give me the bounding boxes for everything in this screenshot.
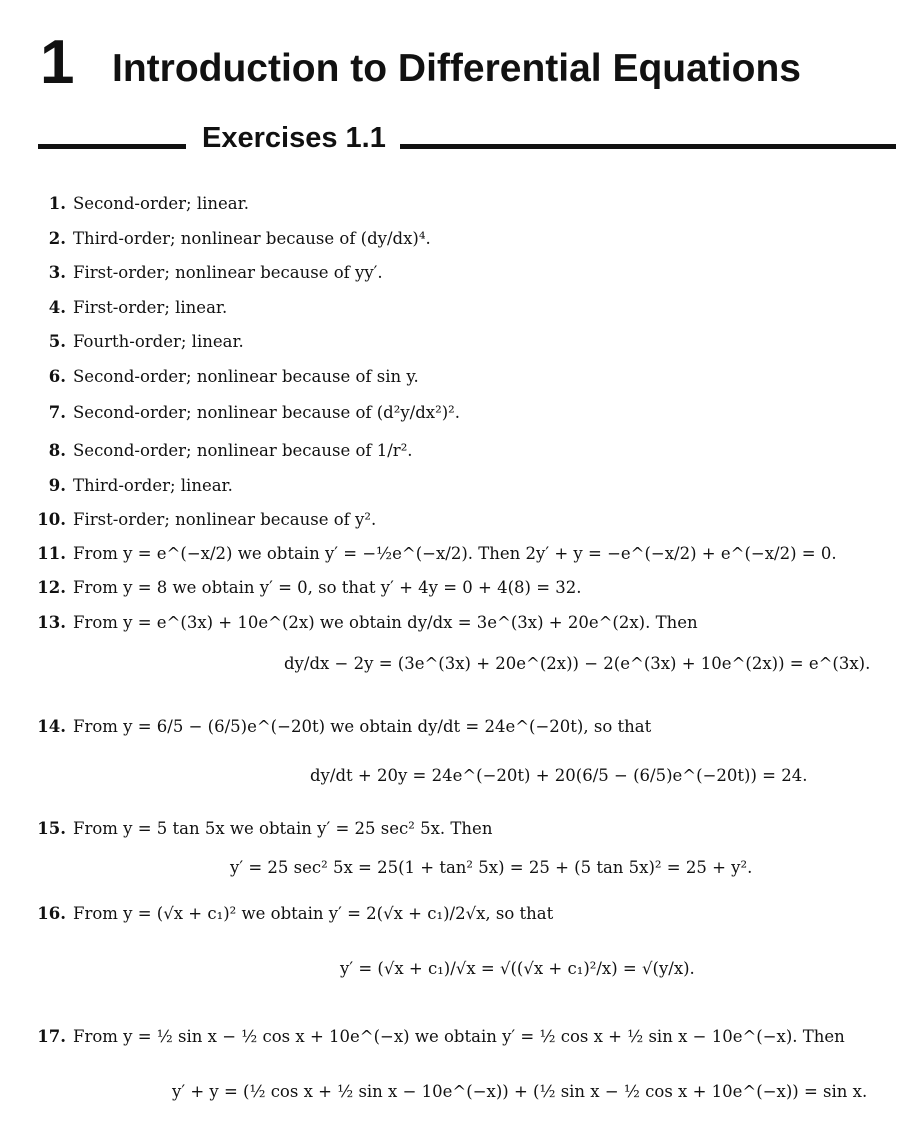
heading-rule-right <box>400 144 896 149</box>
exercise-text: Fourth-order; linear. <box>73 332 244 351</box>
display-equation-14: dy/dt + 20y = 24e^(−20t) + 20(6/5 − (6/5)e^(−20t)) = 24. <box>310 766 808 785</box>
display-equation-13: dy/dx − 2y = (3e^(3x) + 20e^(2x)) − 2(e^(3x) + 10e^(2x)) = e^(3x). <box>284 654 871 673</box>
exercise-item <box>28 475 233 497</box>
exercise-text: First-order; nonlinear because of yy′. <box>73 263 383 282</box>
display-equation-16: y′ = (√x + c₁)/√x = √((√x + c₁)²/x) = √(y/x). <box>340 959 695 978</box>
display-equation-15: y′ = 25 sec² 5x = 25(1 + tan² 5x) = 25 + (5 tan 5x)² = 25 + y². <box>230 858 753 877</box>
exercise-text: From y = 8 we obtain y′ = 0, so that y′ + 4y = 0 + 4(8) = 32. <box>73 578 582 597</box>
exercise-item <box>28 440 413 462</box>
exercise-text: First-order; linear. <box>73 298 228 317</box>
exercise-text: From y = ½ sin x − ½ cos x + 10e^(−x) we obtain y′ = ½ cos x + ½ sin x − 10e^(−x). Then <box>73 1027 845 1046</box>
exercise-number: 10. <box>37 510 66 529</box>
exercise-item <box>28 903 553 925</box>
heading-rule-left <box>38 144 186 149</box>
exercise-item <box>28 228 431 250</box>
exercise-text: Third-order; linear. <box>73 476 233 495</box>
exercise-number: 17. <box>37 1027 66 1046</box>
exercise-number: 3. <box>48 263 66 282</box>
exercise-item <box>28 193 249 215</box>
exercise-text: From y = e^(−x/2) we obtain y′ = −½e^(−x/2). Then 2y′ + y = −e^(−x/2) + e^(−x/2) = 0. <box>73 544 837 563</box>
exercise-text: From y = (√x + c₁)² we obtain y′ = 2(√x + c₁)/2√x, so that <box>73 904 554 923</box>
exercise-number: 11. <box>37 544 66 563</box>
exercise-text: Third-order; nonlinear because of (dy/dx)⁴. <box>73 229 431 248</box>
exercise-number: 14. <box>37 717 66 736</box>
exercise-number: 8. <box>48 441 66 460</box>
exercise-number: 12. <box>37 578 66 597</box>
exercise-text: Second-order; linear. <box>73 194 249 213</box>
exercise-text: From y = 5 tan 5x we obtain y′ = 25 sec² 5x. Then <box>73 819 493 838</box>
exercise-number: 4. <box>48 298 66 317</box>
exercise-number: 6. <box>48 367 66 386</box>
exercise-text: From y = 6/5 − (6/5)e^(−20t) we obtain dy/dt = 24e^(−20t), so that <box>73 717 652 736</box>
exercise-item <box>28 716 651 738</box>
display-equation-17: y′ + y = (½ cos x + ½ sin x − 10e^(−x)) + (½ sin x − ½ cos x + 10e^(−x)) = sin x. <box>172 1082 868 1101</box>
exercise-item <box>28 402 460 424</box>
exercise-item <box>28 366 419 388</box>
exercise-item <box>28 509 376 531</box>
exercise-item <box>28 818 492 840</box>
exercise-text: Second-order; nonlinear because of sin y. <box>73 367 419 386</box>
section-title: Exercises 1.1 <box>202 122 386 154</box>
exercise-text: Second-order; nonlinear because of 1/r². <box>73 441 413 460</box>
exercise-text: Second-order; nonlinear because of (d²y/dx²)². <box>73 403 461 422</box>
exercise-item <box>28 577 582 599</box>
exercise-text: First-order; nonlinear because of y². <box>73 510 377 529</box>
exercise-number: 1. <box>48 194 66 213</box>
exercise-item <box>28 1026 845 1048</box>
exercise-number: 5. <box>48 332 66 351</box>
exercise-number: 13. <box>37 613 66 632</box>
exercise-number: 9. <box>48 476 66 495</box>
exercise-text: From y = e^(3x) + 10e^(2x) we obtain dy/dx = 3e^(3x) + 20e^(2x). Then <box>73 613 698 632</box>
exercise-item <box>28 297 227 319</box>
chapter-title: Introduction to Differential Equations <box>112 47 801 90</box>
exercise-item <box>28 331 244 353</box>
exercise-item <box>28 612 698 634</box>
exercise-item <box>28 262 383 284</box>
exercise-number: 7. <box>48 403 66 422</box>
exercise-item <box>28 543 837 565</box>
chapter-number: 1 <box>40 28 75 97</box>
exercise-number: 15. <box>37 819 66 838</box>
exercise-number: 16. <box>37 904 66 923</box>
section-heading <box>38 118 896 158</box>
exercise-number: 2. <box>48 229 66 248</box>
